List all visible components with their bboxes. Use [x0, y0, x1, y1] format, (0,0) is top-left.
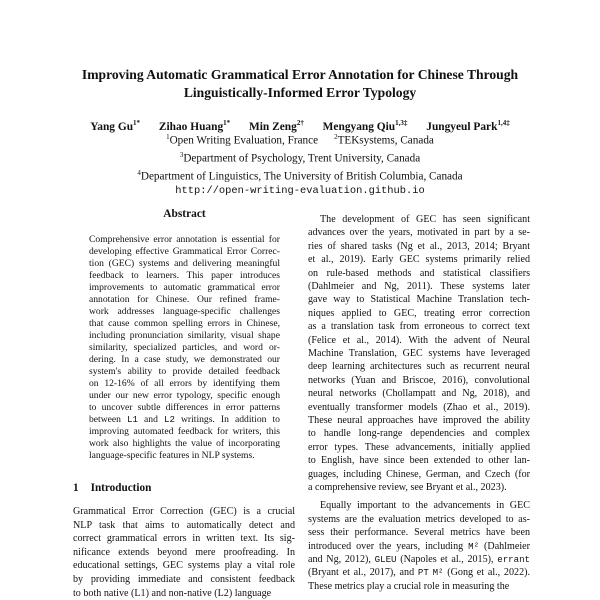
- text-line: and Ng, 2012), GLEU (Napoles et al., 2015), errant: [308, 554, 530, 565]
- text-line: ries of shared tasks (Ng et al., 2013, 2014; Bryant: [308, 240, 530, 252]
- text-line: improvements to automatic grammatical error: [89, 282, 280, 293]
- text-line: NLP task that aims to automatically detect and: [73, 519, 295, 531]
- text-line: under our new error typology, specific enough: [89, 390, 280, 401]
- text-line: Grammatical Error Correction (GEC) is a crucial: [73, 506, 295, 517]
- text-line: a comprehensive review, see Bryant et al., 2023).: [308, 482, 507, 493]
- text-line: feedback to learners. This paper introduces: [89, 270, 280, 281]
- affiliation-line-4: $^4$Department of Linguistics, The University of British Columbia, Canada: [137, 168, 463, 183]
- text-line: sess their performance. Several metrics have been: [308, 527, 530, 539]
- text-line: nificance extends beyond mere proofreading. In: [73, 546, 295, 558]
- text-line: work addresses language-specific challenges: [89, 306, 280, 317]
- text-line: to handle long-range dependencies and complex: [308, 428, 530, 440]
- text-line: neural networks (Chollampatt and Ng, 2018), and: [308, 388, 530, 400]
- text-line: between L1 and L2 writings. In addition to: [89, 414, 280, 425]
- text-line: work also highlights the value of incorporating: [89, 438, 280, 449]
- author: Min Zeng$^{2\dagger}$: [249, 119, 304, 133]
- text-line: niques applied to GEC, treating error correction: [308, 307, 530, 319]
- text-line: (Dahlmeier and Ng, 2011). These systems later: [308, 281, 530, 292]
- text-line: eventually transformer models (Zhao et al., 2019).: [308, 401, 530, 413]
- text-line: developing effective Grammatical Error Correc-: [89, 246, 280, 257]
- text-line: that cause common spelling errors in Chinese,: [89, 318, 280, 329]
- title-line-2: Linguistically-Informed Error Typology: [183, 85, 417, 100]
- text-line: These metrics play a crucial role in measuring the: [308, 580, 510, 592]
- author: Jungyeul Park$^{1,4\ddagger}$: [426, 119, 510, 133]
- text-line: The development of GEC has seen significant: [320, 214, 530, 225]
- text-line: guages, including Chinese, German, and Czech (for: [308, 468, 530, 480]
- affiliations: [40, 130, 560, 198]
- author: Mengyang Qiu$^{1,3\ddagger}$: [322, 119, 408, 133]
- text-line: networks (Yuan and Briscoe, 2016), convolutional: [308, 374, 530, 386]
- text-line: correct grammatical errors in written text. Its sig-: [73, 533, 295, 545]
- text-line: et al., 2019). Early GEC systems primarily relied: [308, 254, 530, 266]
- text-line: Machine Translation, GEC systems have leveraged: [308, 348, 530, 359]
- text-line: system's ability to provide detailed feedback: [89, 366, 280, 377]
- section-heading-introduction: 1 Introduction: [73, 482, 152, 494]
- text-line: on rule-based methods and statistical classifiers: [308, 267, 530, 279]
- text-line: gave way to Statistical Machine Translation tech-: [308, 294, 530, 306]
- text-line: (Bryant et al., 2017), and PT M² (Gong et al., 2022).: [308, 567, 531, 579]
- text-line: introduced over the years, including M² (Dahlmeier: [308, 540, 531, 552]
- text-line: improving automated feedback for writers, this: [89, 426, 280, 437]
- text-line: error types. These advancements, initially applied: [308, 441, 530, 453]
- abstract-heading: Abstract: [163, 208, 206, 220]
- affiliation-line-1: $^1$Open Writing Evaluation, France $^2$TEKsystems, Canada: [166, 133, 434, 147]
- author: Yang $Gu^{1*}$: [90, 119, 141, 133]
- text-line: advances over the years, motivated in part by a se-: [308, 227, 530, 239]
- author: Zihao Huang$^{1*}$: [158, 119, 231, 133]
- text-line: to uncover subtle differences in error patterns: [89, 402, 280, 413]
- text-line: similarity, specialized particles, and word or-: [89, 342, 280, 353]
- text-line: to English, have since been extended to other lan-: [308, 455, 530, 467]
- text-line: systems are the evaluation metrics developed to as-: [308, 513, 530, 525]
- title-line-1: Improving Automatic Grammatical Error Annotation for Chinese Through: [81, 67, 519, 82]
- text-line: annotation for Chinese. Our refined frame-: [89, 294, 280, 305]
- paper-title: [40, 66, 560, 102]
- text-line: language-specific features in NLP systems.: [89, 450, 255, 461]
- text-line: dering. In a case study, we demonstrated our: [89, 354, 280, 365]
- text-line: on 12-16% of all errors by identifying them: [89, 378, 280, 389]
- text-line: deep learning architectures such as recurrent neural: [308, 361, 530, 373]
- text-line: to both native (L1) and non-native (L2) language: [73, 587, 272, 599]
- text-line: by providing immediate and consistent feedback: [73, 574, 295, 585]
- text-line: These neural approaches have improved the ability: [308, 415, 530, 426]
- project-url[interactable]: http://open-writing-evaluation.github.io: [175, 184, 425, 197]
- text-line: (Felice et al., 2014). With the advent of Neural: [308, 334, 530, 346]
- affiliation-line-3: $^3$Department of Psychology, Trent University, Canada: [179, 150, 421, 165]
- text-line: as a translation task from erroneous to correct text: [308, 321, 530, 333]
- text-line: tion (GEC) systems and delivering meaningful: [89, 258, 280, 269]
- text-line: Comprehensive error annotation is essential for: [89, 234, 280, 245]
- text-line: educational settings, GEC systems play a vital role: [73, 560, 295, 572]
- text-line: Equally important to the advancements in GEC: [320, 500, 530, 512]
- text-line: including pronunciation similarity, visual shape: [89, 330, 280, 341]
